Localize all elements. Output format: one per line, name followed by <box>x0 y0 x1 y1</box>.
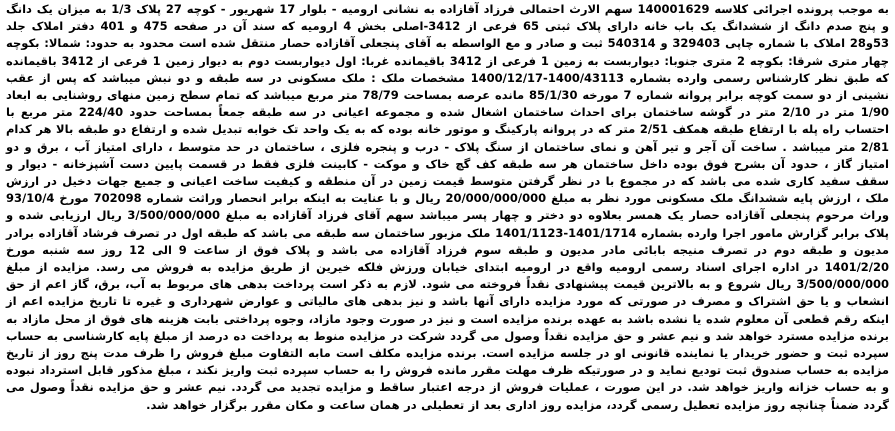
auction-notice-text: به موجب پرونده اجرائی کلاسه 140001629 سهم الارث احتمالی فرزاد آقازاده به نشانی ارومیه - بلوار 17 شهریور - کوچه 27 پلاک 1/3 به میزان یک دانگ و پنج صدم دانگ از ششدانگ یک باب خانه دارای پلاک ثبتی 65 فرعی از 3412-اصلی بخش 4 ارومیه که سند آن در صفحه 475 و 401 دفتر املاک جلد 53و28 املاک با شماره چاپی 329403 و 540314 ثبت و صادر و مع الواسطه به آقای پنجعلی آقازاده حصار منتقل شده است محدود به حدود: شمالا: بکوچه چهار متری شرقا: بکوچه 2 متری جنوبا: دیواربست به زمین 1 فرعی از 3412 باقیمانده غربا: اول دیواربست دوم به دیوار زمین 1 فرعی از 3412 باقیمانده که طبق نظر کارشناس رسمی وارده بشماره 1400/43113-1400/12/17 مشخصات ملک : ملک مسکونی در سه طبقه و دو نبش میباشد که پس از عقب نشینی از دو سمت کوچه برابر پروانه شماره 7 مورخه 85/1/30 مانده عرصه بمساحت 78/79 متر مربع میباشد که تمام سطح زمین منهای روشنایی به ابعاد 1/90 متر در 2/10 متر در گوشه ساختمان برای احداث ساختمان اشغال شده و مجموعه اعیانی در سه طبقه جمعاً بمساحت حدود 224/40 متر مربع با احتساب راه پله با ارتفاع طبقه همکف 2/51 متر که در پروانه پارکینگ و موتور خانه بوده که به یک واحد تک خوابه تبدیل شده و ارتفاع دو طبقه بالا هر کدام 2/81 متر میباشد . ساخت آن آجر و تیر آهن و نمای ساختمان از سنگ پلاک - درب و پنجره فلزی ، ساختمان در حد متوسط ، دارای امتیاز آب ، برق و دو امتیاز گاز ، حدود آن بشرح فوق بوده داخل ساختمان هر سه طبقه کف گچ خاک و موکت - کابینت فلزی فقط در قسمت پایین دست آشپزخانه - دیوار و سقف سفید کاری شده می باشد که در مجموع با در نظر گرفتن متوسط قیمت زمین در آن منطقه و کیفیت ساخت اعیانی و جمیع جهات دخیل در ارزش ملک ، ارزش پایه ششدانگ ملک مسکونی مورد نظر به مبلغ 20/000/000/000 ریال و با عنایت به اینکه برابر انحصار وراثت شماره 702098 مورخ 93/10/4 وراث مرحوم پنجعلی آقازاده حصار یک همسر بعلاوه دو دختر و چهار پسر میباشد سهم آقای فرزاد آقازاده به مبلغ 3/500/000/000 ریال ارزیابی شده و پلاک برابر گزارش مامور اجرا وارده بشماره 1401/1714-1401/1123 ملک مزبور ساختمان سه طبقه می باشد که طبقه اول در تصرف فرشاد آقازاده برادر مدیون و طبقه دوم در تصرف منیجه بابائی مادر مدیون و طبقه سوم فرزاد آقازاده می باشد و پلاک فوق از ساعت 9 الی 12 روز سه شنبه مورخ 1401/2/20 در اداره اجرای اسناد رسمی ارومیه واقع در ارومیه ابتدای خیابان ورزش فلکه خیرین از طریق مزایده به فروش می رسد. مزایده از مبلغ 3/500/000/000 ریال شروع و به بالاترین قیمت پیشنهادی نقداً فروخته می شود. لازم به ذکر است پرداخت بدهی های مربوط به آب، برق، گاز اعم از حق انشعاب و یا حق اشتراک و مصرف در صورتی که مورد مزایده دارای آنها باشد و نیز بدهی های مالیاتی و عوارض شهرداری و غیره تا تاریخ مزایده اعم از اینکه رقم قطعی آن معلوم شده یا نشده باشد به عهده برنده مزایده است و نیز در صورت وجود مازاد، وجوه پرداختی بابت هزینه های فوق از محل مازاد به برنده مزایده مسترد خواهد شد و نیم عشر و حق مزایده نقداً وصول می گردد شرکت در مزایده منوط به پرداخت ده درصد از مبلغ پایه کارشناسی به حساب سپرده ثبت و حضور خریدار یا نماینده قانونی او در جلسه مزایده است. برنده مزایده مکلف است مابه التفاوت مبلغ فروش را ظرف مدت پنج روز از تاریخ مزایده به حساب صندوق ثبت تودیع نماید و در صورتیکه ظرف مهلت مقرر مانده فروش را به حساب سپرده ثبت واریز نکند ، مبلغ مذکور قابل استرداد نبوده و به حساب خزانه واریز خواهد شد. در این صورت ، عملیات فروش از درجه اعتبار ساقط و مزایده تجدید می گردد. نیم عشر و حق مزایده نقداً وصول می گردد ضمناً چنانچه روز مزایده تعطیل رسمی گردد، مزایده روز اداری بعد از تعطیلی در همان ساعت و مکان مقرر برگزار خواهد شد. <box>6 2 890 412</box>
